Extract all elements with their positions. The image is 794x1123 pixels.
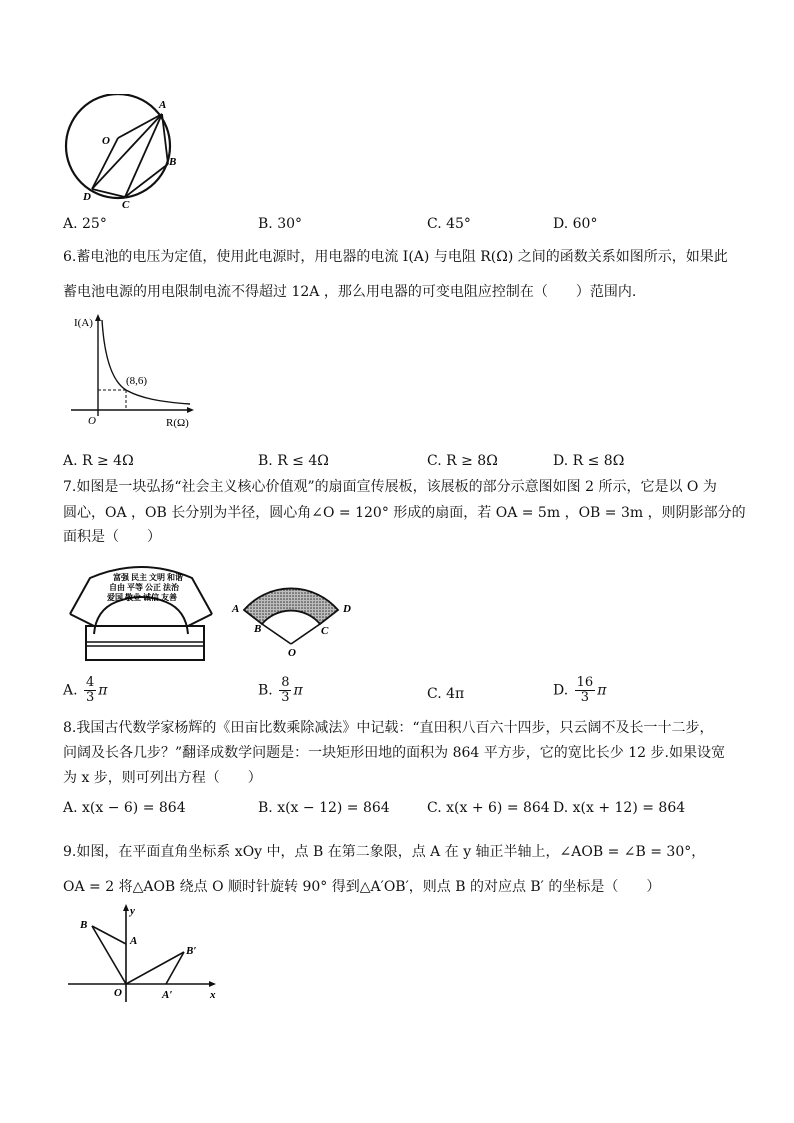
q7-label-A: A xyxy=(232,603,240,615)
q7-option-d-fraction xyxy=(575,676,596,705)
q7-text-line1: 7.如图是一块弘扬“社会主义核心价值观”的扇面宣传展板，该展板的部分示意图如图 2 所示，它是以 O 为 xyxy=(63,479,717,495)
q8-option-b[interactable]: B. x(x − 12) = 864 xyxy=(258,800,390,816)
q8-option-a[interactable]: A. x(x − 6) = 864 xyxy=(63,800,186,816)
q7-shaded-region xyxy=(244,588,338,624)
q7-board-text-2: 自由 平等 公正 法治 xyxy=(109,583,179,592)
q5-circle xyxy=(66,94,170,198)
q6-graph xyxy=(68,312,198,432)
q7-option-a-fraction xyxy=(84,676,96,705)
q7-option-b[interactable] xyxy=(258,676,303,705)
q8-option-c[interactable]: C. x(x + 6) = 864 xyxy=(427,800,550,816)
q9-label-y: y xyxy=(130,905,135,917)
q8-text-line1: 8.我国古代数学家杨辉的《田亩比数乘除减法》中记载：“直田积八百六十四步，只云阔不及长一十二步， xyxy=(63,720,714,736)
q7-option-b-suffix: π xyxy=(293,682,303,699)
q9-label-A: A xyxy=(130,935,138,947)
q6-xlabel: R(Ω) xyxy=(166,417,189,429)
q6-option-a[interactable]: A. R ≥ 4Ω xyxy=(63,453,134,469)
q8-text-line2: 问阔及长各几步？”翻译成数学问题是：一块矩形田地的面积为 864 平方步，它的宽比长少 12 步.如果设宽 xyxy=(63,745,725,761)
q7-option-d-num: 16 xyxy=(576,675,594,690)
q8-text-line3: 为 x 步，则可列出方程（ ） xyxy=(63,770,262,786)
q7-option-d-den: 3 xyxy=(580,690,590,705)
q7-option-a-prefix: A. xyxy=(63,682,78,699)
q9-label-O: O xyxy=(114,987,122,999)
q7-option-d-suffix: π xyxy=(597,682,607,699)
q9-label-x: x xyxy=(210,989,216,1001)
q7-option-c[interactable]: C. 4π xyxy=(427,686,465,702)
q6-text-line2: 蓄电池电源的用电限制电流不得超过 12A ，那么用电器的可变电阻应控制在（ ）范围内. xyxy=(63,284,637,300)
q6-ylabel: I(A) xyxy=(74,317,93,329)
q7-option-a[interactable] xyxy=(63,676,108,705)
q7-sector-figure xyxy=(226,568,356,660)
q6-curve xyxy=(102,320,190,404)
q6-text-line1: 6.蓄电池的电压为定值，使用此电源时，用电器的电流 I(A) 与电阻 R(Ω) 之间的函数关系如图所示，如果此 xyxy=(63,249,728,265)
q5-circle-figure xyxy=(60,94,190,212)
q7-option-b-num: 8 xyxy=(281,675,290,690)
q5-label-B: B xyxy=(169,156,177,168)
q9-coordinate-figure xyxy=(64,902,224,1006)
q8-option-d[interactable]: D. x(x + 12) = 864 xyxy=(553,800,686,816)
q6-point-label: (8,6) xyxy=(126,375,148,387)
q7-text-line2: 圆心，OA ，OB 长分别为半径，圆心角∠O = 120° 形成的扇面，若 OA = 5m ，OB = 3m ，则阴影部分的 xyxy=(63,505,746,521)
q9-text-line1: 9.如图，在平面直角坐标系 xOy 中，点 B 在第二象限，点 A 在 y 轴正半轴上，∠AOB = ∠B = 30°， xyxy=(63,844,706,860)
q5-label-C: C xyxy=(122,199,130,211)
q7-option-b-fraction xyxy=(279,676,291,705)
q5-option-b[interactable]: B. 30° xyxy=(258,216,303,232)
q7-option-a-den: 3 xyxy=(86,690,95,705)
q9-label-B: B xyxy=(80,919,88,931)
q7-option-d[interactable] xyxy=(553,676,606,705)
q7-label-O: O xyxy=(288,647,296,659)
q7-option-a-suffix: π xyxy=(98,682,108,699)
q6-origin: O xyxy=(88,415,96,427)
q9-text-line2: OA = 2 将△AOB 绕点 O 顺时针旋转 90° 得到△A′OB′，则点 B 的对应点 B′ 的坐标是（ ） xyxy=(63,879,661,895)
q7-option-a-num: 4 xyxy=(86,675,95,690)
q5-label-A: A xyxy=(159,99,167,111)
q7-label-C: C xyxy=(321,625,329,637)
q7-text-line3: 面积是（ ） xyxy=(63,529,161,545)
q9-label-Bp: B′ xyxy=(186,945,197,957)
q7-fan-board-figure xyxy=(66,562,216,664)
q7-option-b-den: 3 xyxy=(281,690,290,705)
q5-label-O: O xyxy=(102,135,110,147)
q6-option-b[interactable]: B. R ≤ 4Ω xyxy=(258,453,329,469)
q6-option-c[interactable]: C. R ≥ 8Ω xyxy=(427,453,498,469)
q5-option-c[interactable]: C. 45° xyxy=(427,216,471,232)
q7-label-B: B xyxy=(254,623,262,635)
q5-label-D: D xyxy=(83,191,91,203)
q7-option-d-prefix: D. xyxy=(553,682,569,699)
q5-option-a[interactable]: A. 25° xyxy=(63,216,107,232)
q7-board-text-1: 富强 民主 文明 和谐 xyxy=(113,573,183,582)
q9-label-Ap: A′ xyxy=(162,989,173,1001)
q7-option-b-prefix: B. xyxy=(258,682,273,699)
q7-board-text-3: 爱国 敬业 诚信 友善 xyxy=(107,593,177,602)
q5-option-d[interactable]: D. 60° xyxy=(553,216,598,232)
q6-option-d[interactable]: D. R ≤ 8Ω xyxy=(553,453,625,469)
q7-label-D: D xyxy=(343,603,351,615)
